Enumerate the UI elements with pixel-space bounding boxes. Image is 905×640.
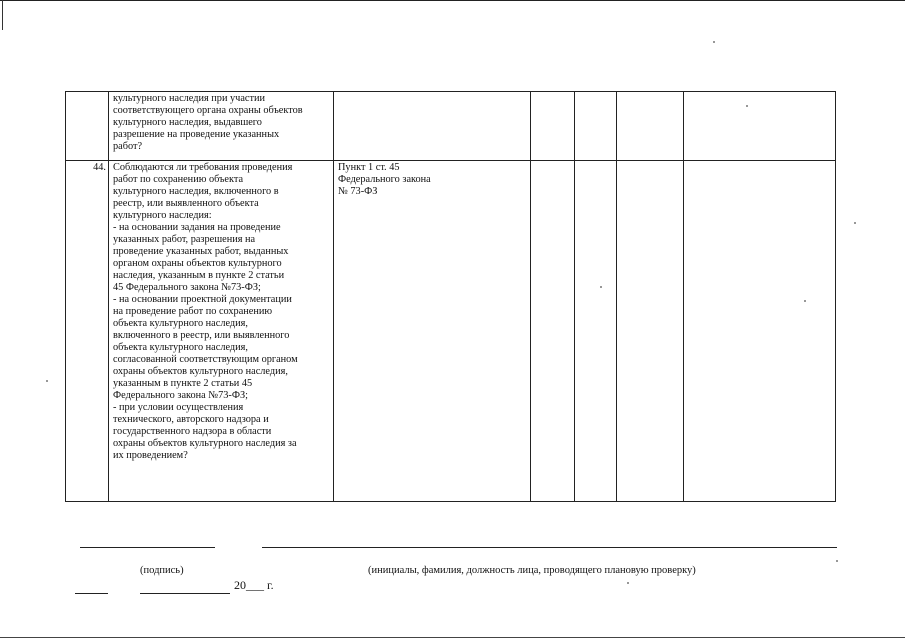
answer-cell-yes	[531, 92, 575, 161]
scan-speck	[46, 380, 48, 382]
scan-speck	[836, 560, 838, 562]
scan-top-edge	[0, 0, 905, 1]
scan-speck	[600, 286, 602, 288]
person-caption: (инициалы, фамилия, должность лица, проводящего плановую проверку)	[368, 565, 696, 576]
row-number	[66, 92, 109, 161]
scan-speck	[713, 41, 715, 43]
answer-cell-yes	[531, 161, 575, 502]
table-row	[66, 161, 836, 502]
checklist-table	[65, 91, 836, 502]
row-number: 44.	[66, 161, 109, 502]
date-year: 20___ г.	[234, 578, 274, 592]
table-row	[66, 92, 836, 161]
answer-cell-no	[575, 161, 617, 502]
question-text: Соблюдаются ли требования проведения работ по сохранению объекта культурного наследия, включенного в реестр, или выявленного объекта культурного наследия: - на основании задания на проведение указанных работ, разрешения на проведение указанных работ, выданных органом охраны объектов культурного наследия, указанным в пункте 2 статьи 45 Федерального закона №73-ФЗ; - на основании проектной документации на проведение работ по сохранению объекта культурного наследия, включенного в реестр, или выявленного объекта культурного наследия, согласованной соответствующим органом охраны объектов культурного наследия, указанным в пункте 2 статьи 45 Федерального закона №73-ФЗ; - при условии осуществления технического, авторского надзора и государственного надзора в области охраны объектов культурного наследия за их проведением?	[109, 161, 334, 502]
answer-cell-na	[617, 161, 684, 502]
notes-cell	[684, 161, 836, 502]
scan-speck	[854, 222, 856, 224]
scan-speck	[804, 300, 806, 302]
signature-caption: (подпись)	[140, 565, 184, 576]
scan-speck	[746, 105, 748, 107]
scan-speck	[627, 582, 629, 584]
answer-cell-na	[617, 92, 684, 161]
question-text: культурного наследия при участии соответствующего органа охраны объектов культурного наследия, выдавшего разрешение на проведение указанных работ?	[109, 92, 334, 161]
person-name-line	[262, 547, 837, 548]
date-month-line	[140, 593, 230, 594]
legal-reference	[334, 92, 531, 161]
scan-left-edge	[2, 0, 3, 30]
answer-cell-no	[575, 92, 617, 161]
scan-bottom-edge	[0, 637, 905, 638]
notes-cell	[684, 92, 836, 161]
signature-line	[80, 547, 215, 548]
date-day-line	[75, 593, 108, 594]
legal-reference: Пункт 1 ст. 45 Федерального закона № 73-ФЗ	[334, 161, 531, 502]
